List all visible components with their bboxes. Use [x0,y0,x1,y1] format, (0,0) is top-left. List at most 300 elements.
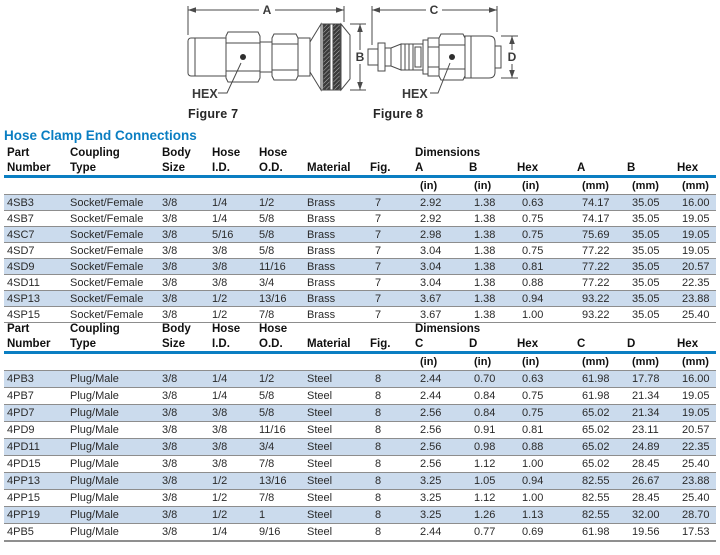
socket-female-table [4,147,716,323]
cell: 1.12 [466,490,514,507]
unit-label [67,353,159,371]
plug-male-table [4,323,716,542]
cell: 3/8 [209,405,256,422]
column-header: I.D. [209,160,256,177]
cell: 23.88 [674,473,716,490]
cell: 21.34 [624,405,674,422]
cell: 4PB7 [4,388,67,405]
cell: Steel [304,490,367,507]
cell: 7 [367,195,412,211]
column-header: Hex [514,160,574,177]
cell: 35.05 [624,227,674,243]
column-header: O.D. [256,160,304,177]
cell: 4PP15 [4,490,67,507]
cell: 25.40 [674,307,716,323]
cell: 8 [367,388,412,405]
column-header: Coupling [70,323,120,335]
table-row [4,439,716,456]
column-header: Part [7,323,30,335]
column-header [514,323,574,336]
cell: 3/8 [159,507,209,524]
dim-d-label: D [507,50,517,64]
cell: 7 [367,275,412,291]
cell: 3/8 [209,243,256,259]
hex-callout-label: HEX [402,87,428,101]
cell: 7/8 [256,456,304,473]
column-header: Hose [259,147,288,159]
column-header [304,323,367,336]
column-header: Material [304,336,367,353]
cell: 1/2 [256,371,304,388]
column-header: D [624,336,674,353]
cell: 0.75 [514,388,574,405]
header-row-line1 [4,323,716,336]
cell: 82.55 [574,473,624,490]
cell: Plug/Male [67,524,159,542]
cell: 11/16 [256,422,304,439]
cell: Plug/Male [67,507,159,524]
cell: 2.98 [412,227,466,243]
cell: 24.89 [624,439,674,456]
cell: 3/8 [159,524,209,542]
table-body [4,195,716,323]
unit-label: (mm) [674,353,716,371]
cell: 4PD11 [4,439,67,456]
cell: Brass [304,243,367,259]
unit-label: (mm) [624,177,674,195]
cell: 20.57 [674,259,716,275]
column-header: Hose [212,323,241,335]
cell: 2.56 [412,405,466,422]
cell: 0.88 [514,439,574,456]
cell: 5/8 [256,211,304,227]
cell: Brass [304,227,367,243]
cell: 25.40 [674,490,716,507]
cell: 2.56 [412,439,466,456]
cell: Steel [304,524,367,542]
cell: 21.34 [624,388,674,405]
cell: 93.22 [574,291,624,307]
cell: 1/2 [209,507,256,524]
column-header [304,147,367,160]
cell: 4PB3 [4,371,67,388]
cell: Steel [304,439,367,456]
cell: 8 [367,405,412,422]
cell: 0.75 [514,211,574,227]
dim-c-label: C [429,3,439,17]
header-row-line2 [4,336,716,353]
unit-label: (mm) [674,177,716,195]
cell: 5/8 [256,405,304,422]
cell: 65.02 [574,439,624,456]
cell: 1 [256,507,304,524]
cell: Plug/Male [67,371,159,388]
cell: 2.44 [412,524,466,542]
cell: 3/8 [159,307,209,323]
cell: 8 [367,524,412,542]
column-header [674,323,716,336]
column-header: Size [159,336,209,353]
cell: 3.04 [412,243,466,259]
cell: 5/8 [256,388,304,405]
cell: 28.45 [624,490,674,507]
column-header: Material [304,160,367,177]
unit-label: (in) [466,353,514,371]
cell: 11/16 [256,259,304,275]
cell: 17.78 [624,371,674,388]
cell: 3/8 [209,275,256,291]
cell: 8 [367,490,412,507]
cell: Brass [304,195,367,211]
cell: Plug/Male [67,490,159,507]
cell: 4SD9 [4,259,67,275]
cell: 1.38 [466,195,514,211]
cell: 82.55 [574,490,624,507]
cell: 1.38 [466,307,514,323]
table-row [4,422,716,439]
cell: 4SB7 [4,211,67,227]
cell: 8 [367,456,412,473]
cell: 1/4 [209,371,256,388]
cell: 2.44 [412,388,466,405]
cell: 5/8 [256,243,304,259]
cell: 1/2 [209,490,256,507]
cell: 4SB3 [4,195,67,211]
cell: 1.38 [466,275,514,291]
cell: 1.38 [466,259,514,275]
dim-a-label: A [262,3,272,17]
column-header: Type [67,336,159,353]
cell: 1/2 [256,195,304,211]
cell: 22.35 [674,439,716,456]
column-header [624,147,674,160]
column-header: A [412,160,466,177]
column-header: C [574,336,624,353]
cell: 0.84 [466,405,514,422]
hex-callout-label: HEX [192,87,218,101]
cell: 3.25 [412,490,466,507]
cell: 0.77 [466,524,514,542]
cell: 32.00 [624,507,674,524]
column-header: B [466,160,514,177]
unit-label [367,353,412,371]
column-header: Coupling [70,147,120,159]
column-header [367,147,412,160]
cell: 19.05 [674,388,716,405]
figure8-coupling-drawing-icon [366,2,524,106]
cell: Socket/Female [67,227,159,243]
cell: 1/4 [209,195,256,211]
cell: 19.05 [674,211,716,227]
unit-label [304,177,367,195]
table-row [4,307,716,323]
cell: 0.63 [514,195,574,211]
unit-label [67,177,159,195]
cell: 23.88 [674,291,716,307]
cell: 3/8 [159,227,209,243]
cell: 7 [367,259,412,275]
units-row [4,353,716,371]
cell: 74.17 [574,195,624,211]
table-row [4,211,716,227]
cell: Brass [304,291,367,307]
column-header: Hex [514,336,574,353]
cell: 22.35 [674,275,716,291]
cell: 3/8 [209,439,256,456]
cell: 77.22 [574,259,624,275]
cell: 0.94 [514,473,574,490]
cell: Brass [304,307,367,323]
cell: 20.57 [674,422,716,439]
column-header: A [574,160,624,177]
cell: 0.70 [466,371,514,388]
cell: 8 [367,439,412,456]
cell: 4PD7 [4,405,67,422]
column-header: Fig. [367,160,412,177]
cell: 8 [367,507,412,524]
cell: 3/8 [159,243,209,259]
cell: Plug/Male [67,422,159,439]
cell: 0.94 [514,291,574,307]
cell: 0.84 [466,388,514,405]
unit-label [209,177,256,195]
table-row [4,243,716,259]
column-header [514,147,574,160]
cell: 2.56 [412,422,466,439]
cell: 28.45 [624,456,674,473]
cell: 0.91 [466,422,514,439]
column-header: D [466,336,514,353]
cell: 3/8 [159,473,209,490]
cell: Socket/Female [67,211,159,227]
cell: Brass [304,275,367,291]
unit-label [159,353,209,371]
cell: 3/4 [256,275,304,291]
unit-label: (in) [514,353,574,371]
cell: 8 [367,422,412,439]
column-header: Number [4,160,67,177]
cell: 1.12 [466,456,514,473]
cell: 1.00 [514,456,574,473]
unit-label: (in) [412,353,466,371]
cell: Steel [304,473,367,490]
column-header: Dimensions [415,323,481,335]
cell: 1/2 [209,473,256,490]
cell: 26.67 [624,473,674,490]
cell: 61.98 [574,524,624,542]
table-header [4,323,716,371]
table-row [4,291,716,307]
cell: 3.67 [412,307,466,323]
cell: 65.02 [574,456,624,473]
unit-label [4,353,67,371]
cell: 8 [367,371,412,388]
column-header: Body [162,323,191,335]
cell: Steel [304,405,367,422]
column-header: Fig. [367,336,412,353]
cell: 4PP13 [4,473,67,490]
column-header: Number [4,336,67,353]
cell: 7 [367,227,412,243]
figure8-caption: Figure 8 [373,107,424,121]
column-header: O.D. [256,336,304,353]
column-header: Dimensions [415,147,481,159]
unit-label: (mm) [624,353,674,371]
cell: Socket/Female [67,291,159,307]
cell: Steel [304,422,367,439]
cell: 16.00 [674,195,716,211]
cell: 4SC7 [4,227,67,243]
cell: 4SP13 [4,291,67,307]
table-row [4,405,716,422]
unit-label [209,353,256,371]
header-row-line2 [4,160,716,177]
unit-label: (mm) [574,177,624,195]
cell: 35.05 [624,195,674,211]
cell: Steel [304,507,367,524]
cell: Socket/Female [67,195,159,211]
cell: 4PP19 [4,507,67,524]
cell: 3.67 [412,291,466,307]
dim-b-label: B [355,50,365,64]
cell: 3/8 [209,259,256,275]
cell: 0.69 [514,524,574,542]
units-row [4,177,716,195]
cell: 13/16 [256,291,304,307]
cell: 1/2 [209,307,256,323]
cell: 75.69 [574,227,624,243]
cell: 1.13 [514,507,574,524]
cell: 1.00 [514,490,574,507]
cell: Brass [304,259,367,275]
cell: 93.22 [574,307,624,323]
cell: 35.05 [624,307,674,323]
cell: 2.92 [412,211,466,227]
cell: Plug/Male [67,456,159,473]
cell: 0.81 [514,259,574,275]
column-header: Hex [674,336,716,353]
cell: 2.92 [412,195,466,211]
cell: 3/8 [159,490,209,507]
cell: 17.53 [674,524,716,542]
table-row [4,195,716,211]
table-row [4,388,716,405]
cell: 61.98 [574,388,624,405]
cell: 3/8 [159,291,209,307]
cell: 4SP15 [4,307,67,323]
cell: 1.38 [466,291,514,307]
cell: 16.00 [674,371,716,388]
cell: 65.02 [574,405,624,422]
cell: 3/4 [256,439,304,456]
cell: 77.22 [574,275,624,291]
cell: 1/2 [209,291,256,307]
column-header: C [412,336,466,353]
cell: 4PD9 [4,422,67,439]
cell: 35.05 [624,291,674,307]
cell: 0.63 [514,371,574,388]
cell: 5/8 [256,227,304,243]
unit-label: (in) [412,177,466,195]
cell: 1.00 [514,307,574,323]
column-header [674,147,716,160]
cell: 28.70 [674,507,716,524]
cell: Steel [304,388,367,405]
cell: Plug/Male [67,388,159,405]
cell: 3.25 [412,473,466,490]
cell: 4PD15 [4,456,67,473]
cell: Socket/Female [67,307,159,323]
table-header [4,147,716,195]
table-row [4,473,716,490]
table-row [4,259,716,275]
column-header: Size [159,160,209,177]
cell: 3/8 [159,439,209,456]
cell: 1.38 [466,211,514,227]
cell: 13/16 [256,473,304,490]
cell: 3/8 [159,388,209,405]
cell: 8 [367,473,412,490]
cell: 4PB5 [4,524,67,542]
cell: 5/16 [209,227,256,243]
cell: 19.05 [674,405,716,422]
cell: 19.05 [674,243,716,259]
cell: 1/4 [209,388,256,405]
figures-area [0,0,720,128]
column-header: Body [162,147,191,159]
column-header: Hex [674,160,716,177]
column-header [574,147,624,160]
cell: Plug/Male [67,473,159,490]
cell: 19.05 [674,227,716,243]
table-row [4,524,716,542]
cell: 3/8 [209,422,256,439]
cell: 1.26 [466,507,514,524]
table-row [4,227,716,243]
table-row [4,490,716,507]
cell: Steel [304,371,367,388]
cell: 0.88 [514,275,574,291]
cell: 3/8 [159,275,209,291]
cell: Socket/Female [67,275,159,291]
cell: 1.38 [466,243,514,259]
table-row [4,371,716,388]
cell: Plug/Male [67,439,159,456]
unit-label [256,353,304,371]
cell: 3.04 [412,275,466,291]
column-header: Type [67,160,159,177]
unit-label [159,177,209,195]
cell: 1.05 [466,473,514,490]
cell: 2.44 [412,371,466,388]
cell: Socket/Female [67,259,159,275]
column-header: Hose [212,147,241,159]
unit-label [367,177,412,195]
cell: 23.11 [624,422,674,439]
section-title: Hose Clamp End Connections [4,128,197,143]
cell: 7/8 [256,490,304,507]
cell: Plug/Male [67,405,159,422]
cell: 3/8 [209,456,256,473]
cell: 3.25 [412,507,466,524]
header-row-line1 [4,147,716,160]
cell: 0.81 [514,422,574,439]
cell: 3/8 [159,211,209,227]
cell: 77.22 [574,243,624,259]
cell: 35.05 [624,243,674,259]
table-row [4,507,716,524]
unit-label [4,177,67,195]
